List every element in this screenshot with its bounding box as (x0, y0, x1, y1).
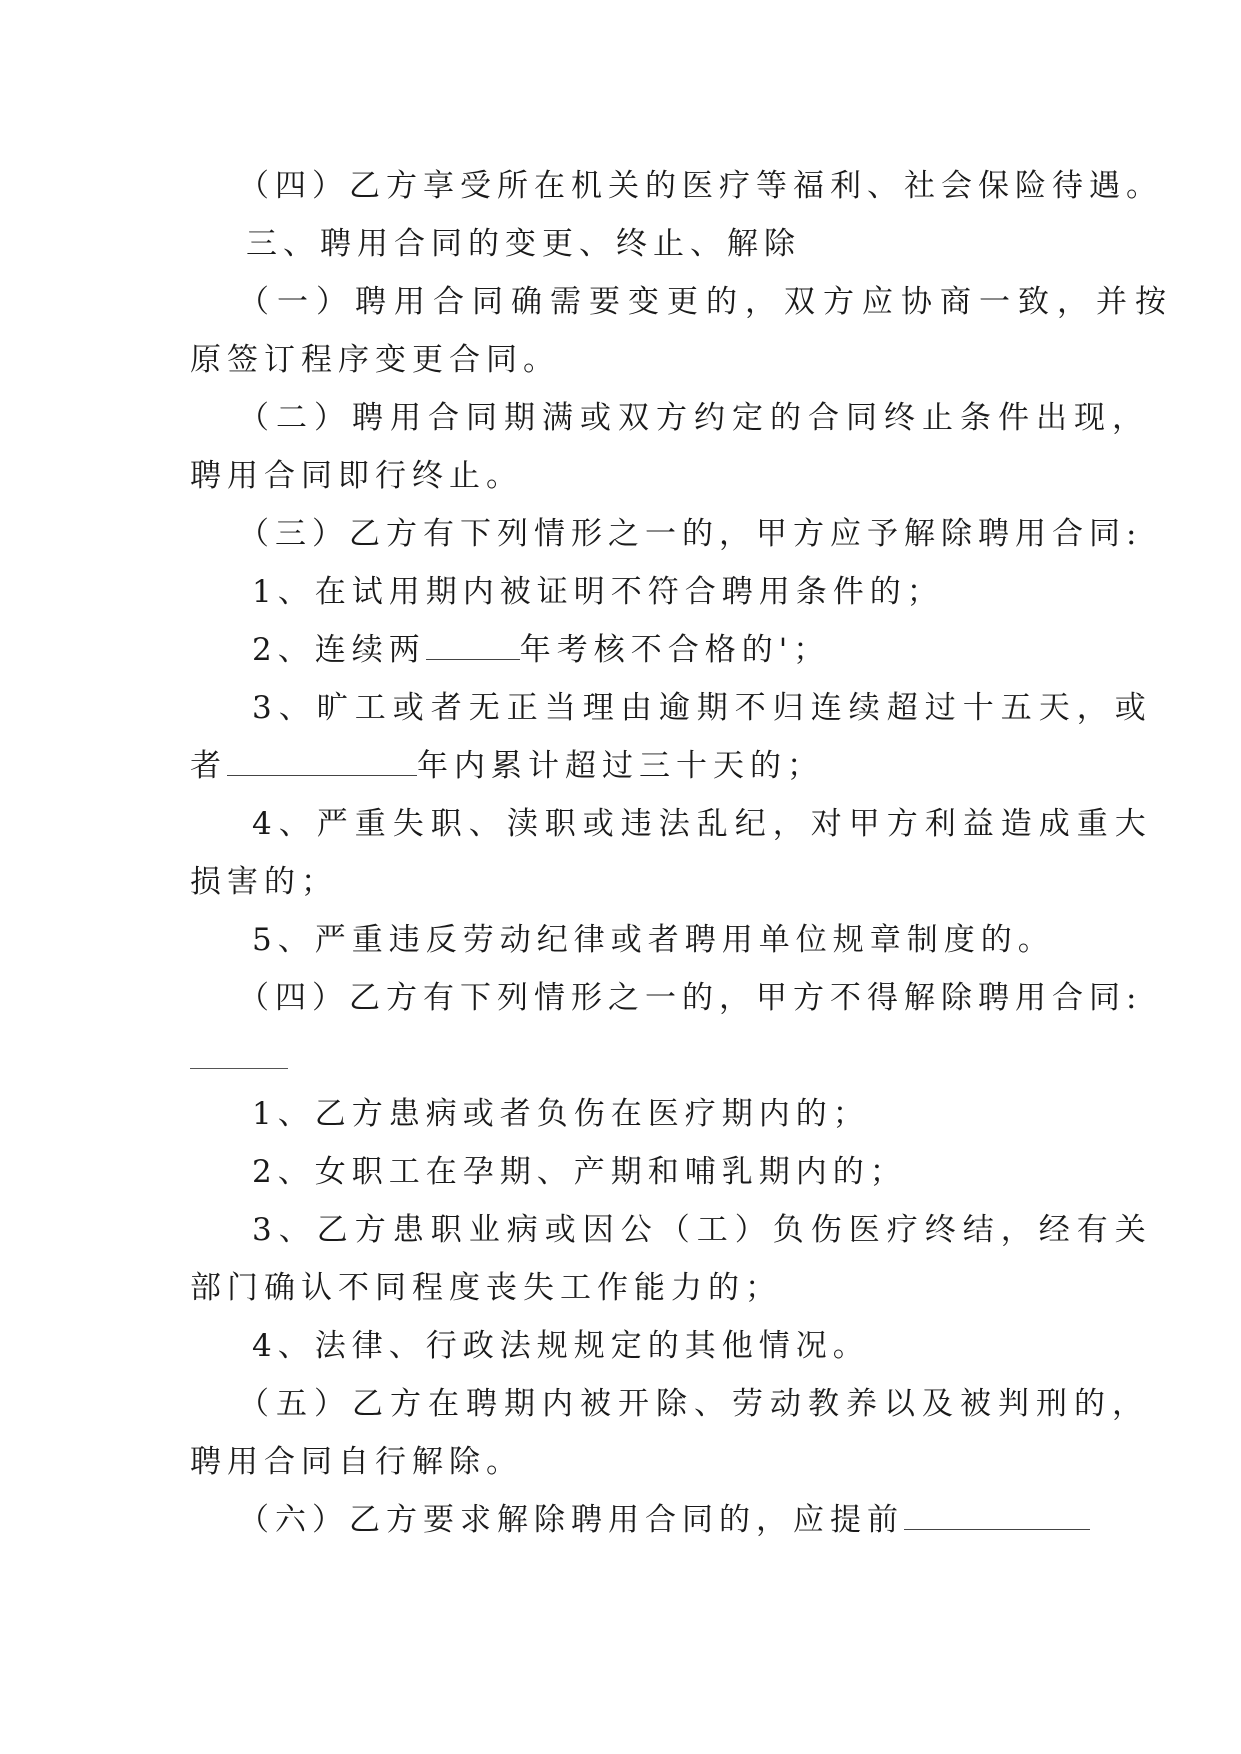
paragraph-line: 聘用合同自行解除。 (190, 1444, 523, 1480)
list-item: 部门确认不同程度丧失工作能力的； (190, 1270, 782, 1306)
section-heading: 三、聘用合同的变更、终止、解除 (246, 226, 801, 262)
paragraph-line: （五）乙方在聘期内被开除、劳动教养以及被判刑的， (238, 1386, 1150, 1422)
list-item: 5、严重违反劳动纪律或者聘用单位规章制度的。 (252, 922, 1055, 958)
paragraph-text: （六）乙方要求解除聘用合同的，应提前 (238, 1502, 904, 1538)
paragraph-line: 聘用合同即行终止。 (190, 458, 523, 494)
list-item: 2、女职工在孕期、产期和哺乳期内的； (252, 1154, 907, 1190)
list-item: 1、乙方患病或者负伤在医疗期内的； (252, 1096, 870, 1132)
list-item-text: 者 (190, 748, 227, 784)
paragraph-line: （四）乙方有下列情形之一的，甲方不得解除聘用合同: (238, 980, 1143, 1016)
list-item-text: 2、连续两 (252, 632, 426, 668)
list-item-text: 年内累计超过三十天的； (417, 748, 824, 784)
list-item: 3、乙方患职业病或因公（工）负伤医疗终结，经有关 (252, 1212, 1153, 1248)
fill-in-blank (227, 747, 417, 776)
list-item-text: 年考核不合格的'； (519, 632, 831, 668)
paragraph-line: （一）聘用合同确需要变更的，双方应协商一致，并按 (238, 284, 1174, 320)
list-item: 4、严重失职、渎职或违法乱纪，对甲方利益造成重大 (252, 806, 1153, 842)
paragraph-line: （三）乙方有下列情形之一的，甲方应予解除聘用合同: (238, 516, 1143, 552)
list-item: 4、法律、行政法规规定的其他情况。 (252, 1328, 870, 1364)
list-item: 1、在试用期内被证明不符合聘用条件的； (252, 574, 944, 610)
paragraph-line: 原签订程序变更合同。 (190, 342, 560, 378)
paragraph-line: （二）聘用合同期满或双方约定的合同终止条件出现， (238, 400, 1150, 436)
paragraph-line: （四）乙方享受所在机关的医疗等福利、社会保险待遇。 (238, 168, 1163, 204)
paragraph-line (238, 1500, 1090, 1540)
list-item: 损害的； (190, 864, 338, 900)
fill-in-blank (190, 1068, 288, 1069)
fill-in-blank (426, 631, 520, 660)
list-item: 3、旷工或者无正当理由逾期不归连续超过十五天，或 (252, 690, 1153, 726)
fill-in-blank (904, 1501, 1090, 1530)
list-item (190, 746, 824, 786)
list-item (252, 630, 830, 670)
